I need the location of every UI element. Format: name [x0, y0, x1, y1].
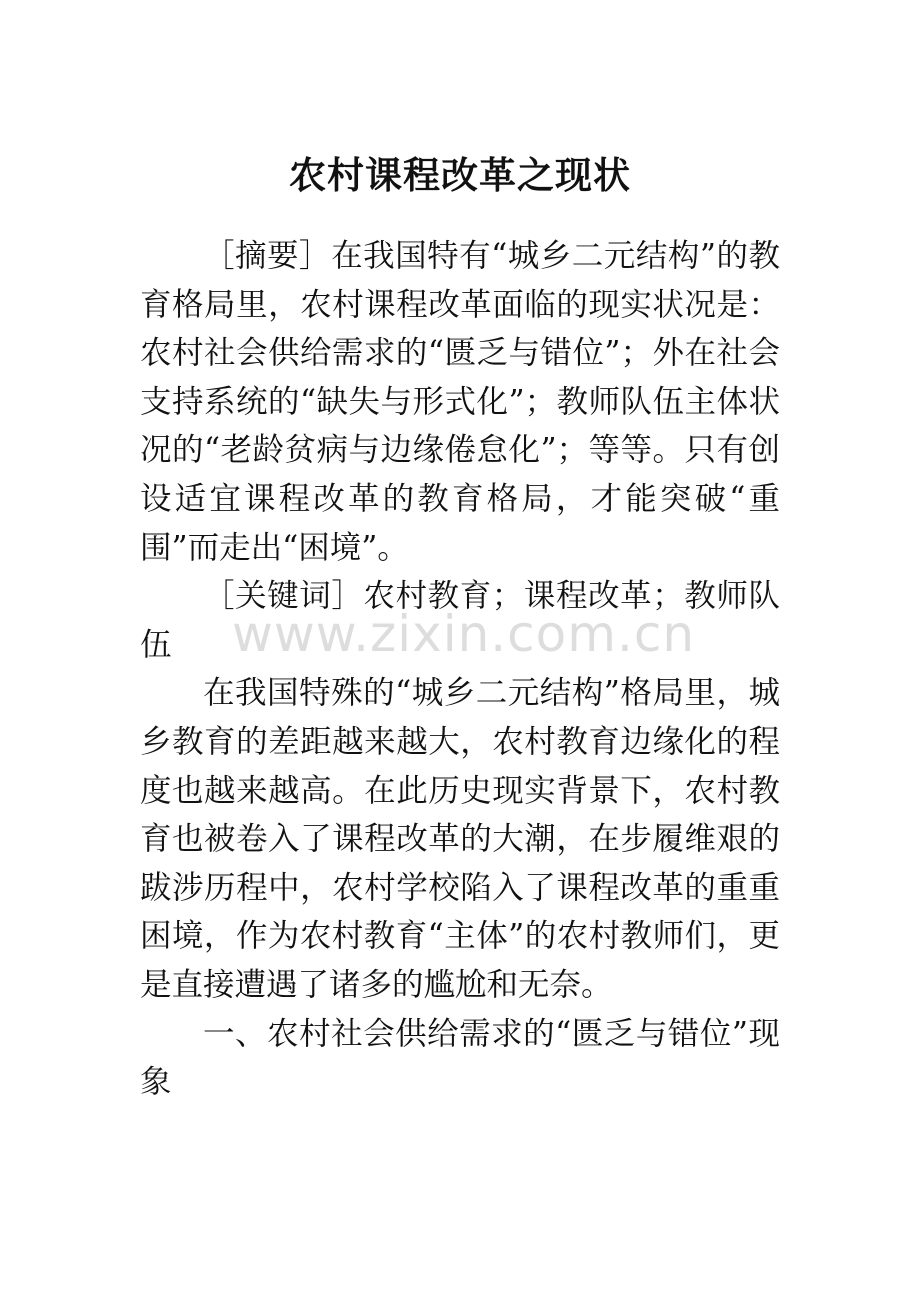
document-body [140, 232, 780, 1107]
section-heading-1: 一、农村社会供给需求的“匮乏与错位”现象 [140, 1015, 780, 1101]
keywords-paragraph: ［关键词］农村教育；课程改革；教师队伍 [140, 578, 780, 663]
watermark-text: www.zixin.com.cn [232, 605, 696, 663]
intro-paragraph: 在我国特殊的“城乡二元结构”格局里，城乡教育的差距越来越大，农村教育边缘化的程度也越来越高。在此历史现实背景下，农村教育也被卷入了课程改革的大潮，在步履维艰的跋涉历程中，农村学校陷入了课程改革的重重困境，作为农村教育“主体”的农村教师们，更是直接遭遇了诸多的尴尬和无奈。 [140, 675, 780, 1003]
abstract-paragraph: ［摘要］在我国特有“城乡二元结构”的教育格局里，农村课程改革面临的现实状况是：农村社会供给需求的“匮乏与错位”；外在社会支持系统的“缺失与形式化”；教师队伍主体状况的“老龄贫病与边缘倦怠化”；等等。只有创设适宜课程改革的教育格局，才能突破“重围”而走出“困境”。 [140, 238, 780, 566]
document-title: 农村课程改革之现状 [289, 152, 631, 197]
